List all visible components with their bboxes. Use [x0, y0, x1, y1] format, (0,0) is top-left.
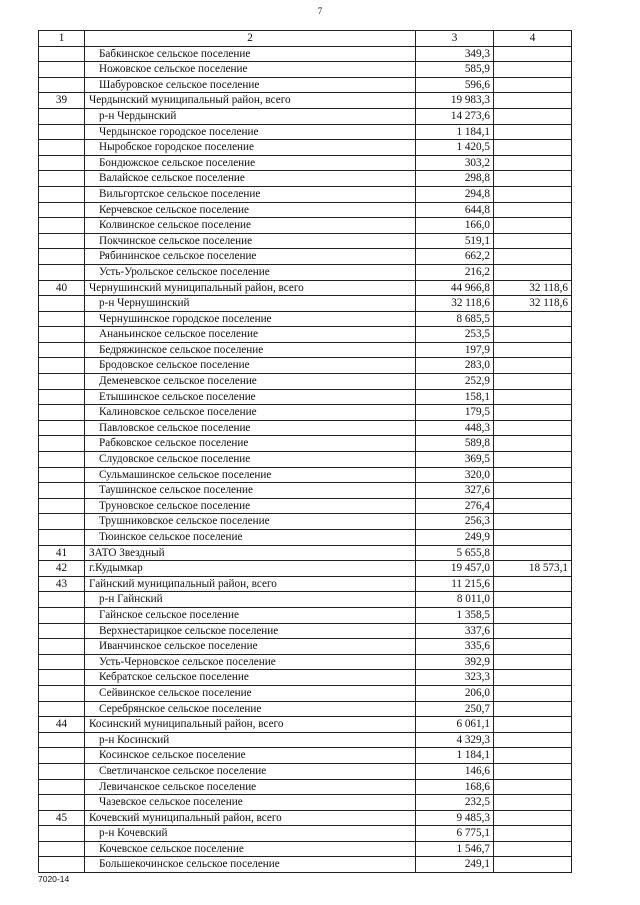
row-value-col3-cell: 337,6	[416, 623, 494, 639]
row-value-col3-cell: 320,0	[416, 467, 494, 483]
row-number-cell: 40	[39, 280, 85, 296]
table-row	[39, 748, 572, 764]
row-number-cell	[39, 108, 85, 124]
row-value-col3-cell: 232,5	[416, 795, 494, 811]
row-number-cell	[39, 140, 85, 156]
row-value-col3-cell: 283,0	[416, 358, 494, 374]
row-value-col3-cell: 596,6	[416, 77, 494, 93]
row-value-col4-cell	[494, 795, 572, 811]
row-number-cell	[39, 732, 85, 748]
row-number-cell	[39, 264, 85, 280]
row-number-cell	[39, 483, 85, 499]
table-row	[39, 124, 572, 140]
table-row	[39, 280, 572, 296]
row-value-col4-cell	[494, 654, 572, 670]
row-value-col3-cell: 253,5	[416, 327, 494, 343]
row-name-cell: Ножовское сельское поселение	[85, 62, 416, 78]
row-value-col4-cell	[494, 763, 572, 779]
row-value-col3-cell: 589,8	[416, 436, 494, 452]
row-value-col4-cell	[494, 358, 572, 374]
row-number-cell	[39, 670, 85, 686]
row-value-col4-cell	[494, 202, 572, 218]
row-number-cell	[39, 779, 85, 795]
row-number-cell: 43	[39, 576, 85, 592]
row-number-cell	[39, 155, 85, 171]
table-row	[39, 233, 572, 249]
table-row	[39, 327, 572, 343]
table-row	[39, 795, 572, 811]
row-name-cell: Усть-Урольское сельское поселение	[85, 264, 416, 280]
row-value-col4-cell	[494, 452, 572, 468]
row-number-cell	[39, 296, 85, 312]
row-value-col4-cell	[494, 218, 572, 234]
table-header-row	[39, 31, 572, 47]
data-table	[38, 30, 572, 873]
row-value-col4-cell	[494, 77, 572, 93]
table-row	[39, 93, 572, 109]
row-value-col4-cell	[494, 436, 572, 452]
row-value-col3-cell: 249,9	[416, 530, 494, 546]
row-value-col4-cell	[494, 342, 572, 358]
row-value-col4-cell	[494, 389, 572, 405]
row-name-cell: Слудовское сельское поселение	[85, 452, 416, 468]
row-name-cell: Бродовское сельское поселение	[85, 358, 416, 374]
header-col-4: 4	[494, 31, 572, 47]
table-row	[39, 108, 572, 124]
row-value-col4-cell	[494, 514, 572, 530]
row-name-cell: Кочевский муниципальный район, всего	[85, 810, 416, 826]
row-name-cell: Иванчинское сельское поселение	[85, 639, 416, 655]
row-name-cell: Ныробское городское поселение	[85, 140, 416, 156]
row-value-col3-cell: 323,3	[416, 670, 494, 686]
row-number-cell	[39, 342, 85, 358]
row-value-col3-cell: 197,9	[416, 342, 494, 358]
row-value-col4-cell	[494, 171, 572, 187]
row-name-cell: Кочевское сельское поселение	[85, 841, 416, 857]
row-name-cell: ЗАТО Звездный	[85, 545, 416, 561]
row-name-cell: Рябининское сельское поселение	[85, 249, 416, 265]
row-name-cell: Чердынское городское поселение	[85, 124, 416, 140]
row-name-cell: Бондюжское сельское поселение	[85, 155, 416, 171]
table-row	[39, 342, 572, 358]
row-value-col4-cell: 18 573,1	[494, 561, 572, 577]
row-name-cell: Рабковское сельское поселение	[85, 436, 416, 452]
row-value-col3-cell: 11 215,6	[416, 576, 494, 592]
page-number: 7	[317, 6, 323, 16]
row-value-col4-cell	[494, 779, 572, 795]
row-number-cell	[39, 763, 85, 779]
table-row	[39, 857, 572, 873]
row-name-cell: Труновское сельское поселение	[85, 498, 416, 514]
row-value-col3-cell: 168,6	[416, 779, 494, 795]
row-value-col4-cell	[494, 717, 572, 733]
table-row	[39, 77, 572, 93]
row-value-col3-cell: 206,0	[416, 685, 494, 701]
row-value-col3-cell: 5 655,8	[416, 545, 494, 561]
table-row	[39, 623, 572, 639]
footer-code: 7020-14	[38, 874, 70, 884]
row-value-col3-cell: 9 485,3	[416, 810, 494, 826]
row-value-col3-cell: 256,3	[416, 514, 494, 530]
table-row	[39, 639, 572, 655]
table-row	[39, 592, 572, 608]
row-value-col3-cell: 392,9	[416, 654, 494, 670]
table-row	[39, 140, 572, 156]
row-value-col3-cell: 1 420,5	[416, 140, 494, 156]
row-value-col4-cell	[494, 639, 572, 655]
table-row	[39, 420, 572, 436]
table-row	[39, 685, 572, 701]
row-value-col4-cell	[494, 124, 572, 140]
row-value-col4-cell	[494, 857, 572, 873]
row-number-cell	[39, 249, 85, 265]
row-name-cell: Калиновское сельское поселение	[85, 405, 416, 421]
row-value-col3-cell: 294,8	[416, 186, 494, 202]
table-row	[39, 467, 572, 483]
table-row	[39, 576, 572, 592]
row-value-col4-cell	[494, 62, 572, 78]
table-row	[39, 264, 572, 280]
table-row	[39, 670, 572, 686]
row-value-col3-cell: 19 457,0	[416, 561, 494, 577]
row-number-cell	[39, 452, 85, 468]
row-number-cell	[39, 233, 85, 249]
row-value-col3-cell: 303,2	[416, 155, 494, 171]
row-name-cell: Гайнское сельское поселение	[85, 607, 416, 623]
table-row	[39, 701, 572, 717]
row-value-col3-cell: 158,1	[416, 389, 494, 405]
row-value-col3-cell: 1 358,5	[416, 607, 494, 623]
row-name-cell: Светличанское сельское поселение	[85, 763, 416, 779]
row-number-cell	[39, 795, 85, 811]
row-number-cell	[39, 639, 85, 655]
row-number-cell: 39	[39, 93, 85, 109]
table-row	[39, 311, 572, 327]
row-value-col3-cell: 14 273,6	[416, 108, 494, 124]
row-value-col3-cell: 8 685,5	[416, 311, 494, 327]
row-value-col3-cell: 369,5	[416, 452, 494, 468]
row-name-cell: р-н Чердынский	[85, 108, 416, 124]
table-row	[39, 452, 572, 468]
row-name-cell: Серебрянское сельское поселение	[85, 701, 416, 717]
row-name-cell: Бедряжинское сельское поселение	[85, 342, 416, 358]
row-value-col3-cell: 276,4	[416, 498, 494, 514]
row-value-col3-cell: 179,5	[416, 405, 494, 421]
row-number-cell	[39, 436, 85, 452]
table-row	[39, 514, 572, 530]
row-name-cell: Вильгортское сельское поселение	[85, 186, 416, 202]
row-value-col4-cell	[494, 748, 572, 764]
row-name-cell: Валайское сельское поселение	[85, 171, 416, 187]
row-value-col4-cell	[494, 405, 572, 421]
row-name-cell: Гайнский муниципальный район, всего	[85, 576, 416, 592]
row-name-cell: Большекочинское сельское поселение	[85, 857, 416, 873]
row-name-cell: р-н Косинский	[85, 732, 416, 748]
row-value-col4-cell	[494, 140, 572, 156]
row-number-cell	[39, 467, 85, 483]
row-name-cell: Чердынский муниципальный район, всего	[85, 93, 416, 109]
row-number-cell	[39, 202, 85, 218]
row-name-cell: Чазевское сельское поселение	[85, 795, 416, 811]
row-value-col3-cell: 519,1	[416, 233, 494, 249]
row-name-cell: р-н Кочевский	[85, 826, 416, 842]
row-value-col3-cell: 335,6	[416, 639, 494, 655]
table-row	[39, 249, 572, 265]
row-value-col4-cell	[494, 701, 572, 717]
row-number-cell: 42	[39, 561, 85, 577]
row-number-cell	[39, 607, 85, 623]
row-value-col3-cell: 32 118,6	[416, 296, 494, 312]
table-row	[39, 530, 572, 546]
row-name-cell: Шабуровское сельское поселение	[85, 77, 416, 93]
row-value-col4-cell	[494, 530, 572, 546]
row-value-col4-cell	[494, 498, 572, 514]
row-name-cell: Усть-Черновское сельское поселение	[85, 654, 416, 670]
row-name-cell: Сейвинское сельское поселение	[85, 685, 416, 701]
row-number-cell: 44	[39, 717, 85, 733]
row-value-col4-cell	[494, 576, 572, 592]
row-value-col4-cell	[494, 327, 572, 343]
table-row	[39, 607, 572, 623]
row-value-col3-cell: 327,6	[416, 483, 494, 499]
row-name-cell: Ананьинское сельское поселение	[85, 327, 416, 343]
row-value-col3-cell: 216,2	[416, 264, 494, 280]
table-row	[39, 46, 572, 62]
row-value-col3-cell: 6 061,1	[416, 717, 494, 733]
row-name-cell: Етышинское сельское поселение	[85, 389, 416, 405]
row-value-col3-cell: 250,7	[416, 701, 494, 717]
row-number-cell	[39, 514, 85, 530]
table-row	[39, 561, 572, 577]
row-number-cell	[39, 124, 85, 140]
row-value-col4-cell	[494, 841, 572, 857]
row-value-col4-cell	[494, 483, 572, 499]
table-row	[39, 826, 572, 842]
row-number-cell	[39, 748, 85, 764]
row-value-col3-cell: 298,8	[416, 171, 494, 187]
row-value-col4-cell: 32 118,6	[494, 280, 572, 296]
row-name-cell: Колвинское сельское поселение	[85, 218, 416, 234]
row-number-cell	[39, 592, 85, 608]
table-row	[39, 810, 572, 826]
table-row	[39, 296, 572, 312]
row-value-col4-cell	[494, 264, 572, 280]
row-name-cell: г.Кудымкар	[85, 561, 416, 577]
row-value-col4-cell	[494, 155, 572, 171]
row-value-col4-cell	[494, 623, 572, 639]
table-row	[39, 389, 572, 405]
row-value-col4-cell	[494, 249, 572, 265]
row-value-col4-cell: 32 118,6	[494, 296, 572, 312]
row-number-cell	[39, 218, 85, 234]
table-row	[39, 405, 572, 421]
row-name-cell: Левичанское сельское поселение	[85, 779, 416, 795]
header-col-3: 3	[416, 31, 494, 47]
table-row	[39, 171, 572, 187]
row-number-cell	[39, 358, 85, 374]
table-row	[39, 186, 572, 202]
row-number-cell	[39, 77, 85, 93]
row-value-col3-cell: 448,3	[416, 420, 494, 436]
row-value-col3-cell: 644,8	[416, 202, 494, 218]
row-name-cell: Покчинское сельское поселение	[85, 233, 416, 249]
table-row	[39, 218, 572, 234]
row-number-cell	[39, 857, 85, 873]
table-row	[39, 374, 572, 390]
row-number-cell	[39, 186, 85, 202]
row-name-cell: Бабкинское сельское поселение	[85, 46, 416, 62]
row-value-col4-cell	[494, 732, 572, 748]
row-name-cell: Сульмашинское сельское поселение	[85, 467, 416, 483]
table-row	[39, 654, 572, 670]
row-number-cell	[39, 171, 85, 187]
table-row	[39, 732, 572, 748]
row-name-cell: р-н Гайнский	[85, 592, 416, 608]
row-value-col3-cell: 1 184,1	[416, 124, 494, 140]
table-row	[39, 483, 572, 499]
row-number-cell	[39, 701, 85, 717]
row-value-col3-cell: 349,3	[416, 46, 494, 62]
row-value-col3-cell: 4 329,3	[416, 732, 494, 748]
row-number-cell	[39, 374, 85, 390]
table-row	[39, 436, 572, 452]
row-value-col3-cell: 8 011,0	[416, 592, 494, 608]
row-value-col3-cell: 19 983,3	[416, 93, 494, 109]
row-value-col4-cell	[494, 233, 572, 249]
row-number-cell	[39, 498, 85, 514]
row-value-col4-cell	[494, 685, 572, 701]
table-row	[39, 202, 572, 218]
row-value-col4-cell	[494, 108, 572, 124]
row-value-col4-cell	[494, 670, 572, 686]
row-number-cell	[39, 685, 85, 701]
row-number-cell	[39, 420, 85, 436]
row-name-cell: Чернушинское городское поселение	[85, 311, 416, 327]
row-value-col4-cell	[494, 607, 572, 623]
row-number-cell	[39, 841, 85, 857]
table-row	[39, 545, 572, 561]
row-number-cell	[39, 405, 85, 421]
row-name-cell: Тюинское сельское поселение	[85, 530, 416, 546]
row-number-cell	[39, 530, 85, 546]
row-value-col4-cell	[494, 374, 572, 390]
row-value-col3-cell: 166,0	[416, 218, 494, 234]
row-number-cell	[39, 62, 85, 78]
row-value-col3-cell: 662,2	[416, 249, 494, 265]
row-number-cell	[39, 623, 85, 639]
row-number-cell	[39, 311, 85, 327]
row-name-cell: Чернушинский муниципальный район, всего	[85, 280, 416, 296]
table-row	[39, 763, 572, 779]
table-row	[39, 358, 572, 374]
header-col-2: 2	[85, 31, 416, 47]
row-value-col4-cell	[494, 592, 572, 608]
table-row	[39, 779, 572, 795]
row-value-col3-cell: 6 775,1	[416, 826, 494, 842]
row-number-cell	[39, 826, 85, 842]
row-value-col3-cell: 252,9	[416, 374, 494, 390]
row-value-col4-cell	[494, 810, 572, 826]
row-value-col3-cell: 249,1	[416, 857, 494, 873]
row-name-cell: Верхнестарицкое сельское поселение	[85, 623, 416, 639]
row-name-cell: Керчевское сельское поселение	[85, 202, 416, 218]
table-row	[39, 498, 572, 514]
row-number-cell	[39, 46, 85, 62]
row-number-cell	[39, 654, 85, 670]
row-name-cell: Косинский муниципальный район, всего	[85, 717, 416, 733]
row-name-cell: Таушинское сельское поселение	[85, 483, 416, 499]
row-value-col3-cell: 44 966,8	[416, 280, 494, 296]
row-value-col4-cell	[494, 311, 572, 327]
row-value-col3-cell: 1 184,1	[416, 748, 494, 764]
row-name-cell: р-н Чернушинский	[85, 296, 416, 312]
row-value-col4-cell	[494, 420, 572, 436]
table-row	[39, 841, 572, 857]
row-name-cell: Кебратское сельское поселение	[85, 670, 416, 686]
table-row	[39, 717, 572, 733]
row-value-col3-cell: 585,9	[416, 62, 494, 78]
row-value-col4-cell	[494, 545, 572, 561]
row-value-col3-cell: 146,6	[416, 763, 494, 779]
row-name-cell: Косинское сельское поселение	[85, 748, 416, 764]
row-name-cell: Павловское сельское поселение	[85, 420, 416, 436]
row-number-cell: 45	[39, 810, 85, 826]
row-name-cell: Деменевское сельское поселение	[85, 374, 416, 390]
header-col-1: 1	[39, 31, 85, 47]
row-value-col3-cell: 1 546,7	[416, 841, 494, 857]
row-name-cell: Трушниковское сельское поселение	[85, 514, 416, 530]
row-value-col4-cell	[494, 93, 572, 109]
row-value-col4-cell	[494, 467, 572, 483]
row-value-col4-cell	[494, 186, 572, 202]
row-number-cell	[39, 389, 85, 405]
row-value-col4-cell	[494, 46, 572, 62]
table-row	[39, 155, 572, 171]
table-row	[39, 62, 572, 78]
row-value-col4-cell	[494, 826, 572, 842]
row-number-cell: 41	[39, 545, 85, 561]
row-number-cell	[39, 327, 85, 343]
table-body	[39, 46, 572, 872]
